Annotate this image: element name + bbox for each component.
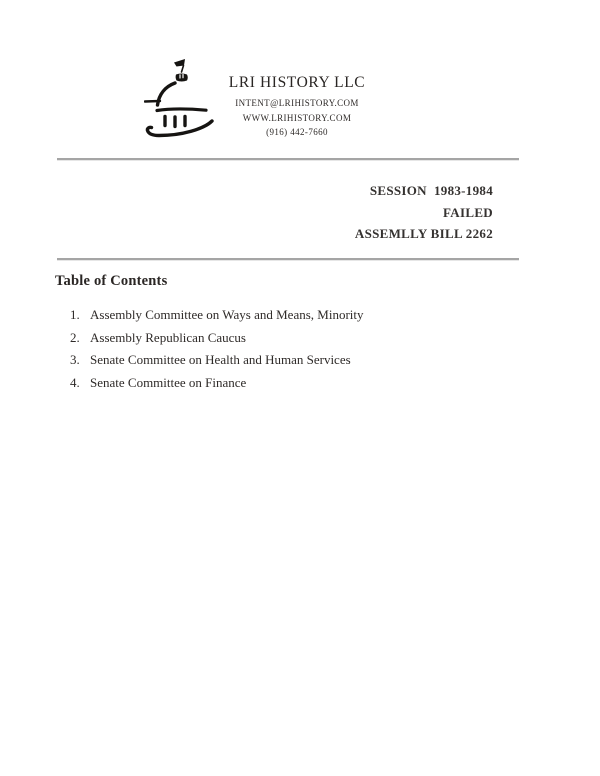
divider-bottom xyxy=(57,258,519,261)
letterhead xyxy=(204,73,390,140)
toc-item xyxy=(70,331,510,345)
toc-item-label: Assembly Committee on Ways and Means, Minority xyxy=(90,307,364,322)
toc-item-number: 3. xyxy=(70,352,80,367)
bill-line: ASSEMLLY BILL 2262 xyxy=(354,226,493,241)
toc-item-label: Senate Committee on Finance xyxy=(90,374,247,390)
toc-item-number: 2. xyxy=(70,329,80,345)
toc-item-number: 1. xyxy=(70,307,80,322)
contact-email: INTENT@LRIHISTORY.COM xyxy=(235,98,359,108)
contact-block xyxy=(204,96,390,140)
status-line: FAILED xyxy=(443,204,493,220)
toc-item-label: Senate Committee on Health and Human Services xyxy=(90,352,351,367)
case-info-block xyxy=(355,180,493,245)
company-name: LRI HISTORY LLC xyxy=(228,74,366,91)
divider-top xyxy=(57,158,519,161)
toc-item xyxy=(70,353,510,367)
toc-title: Table of Contents xyxy=(55,273,168,289)
toc-item xyxy=(70,376,510,390)
toc-item-label: Assembly Republican Caucus xyxy=(90,329,246,345)
toc-list xyxy=(70,308,510,398)
session-line: SESSION 1983-1984 xyxy=(369,183,493,198)
contact-phone: (916) 442-7660 xyxy=(266,127,328,137)
toc-item-number: 4. xyxy=(70,374,80,390)
toc-item xyxy=(70,308,510,322)
contact-website: WWW.LRIHISTORY.COM xyxy=(242,112,352,123)
